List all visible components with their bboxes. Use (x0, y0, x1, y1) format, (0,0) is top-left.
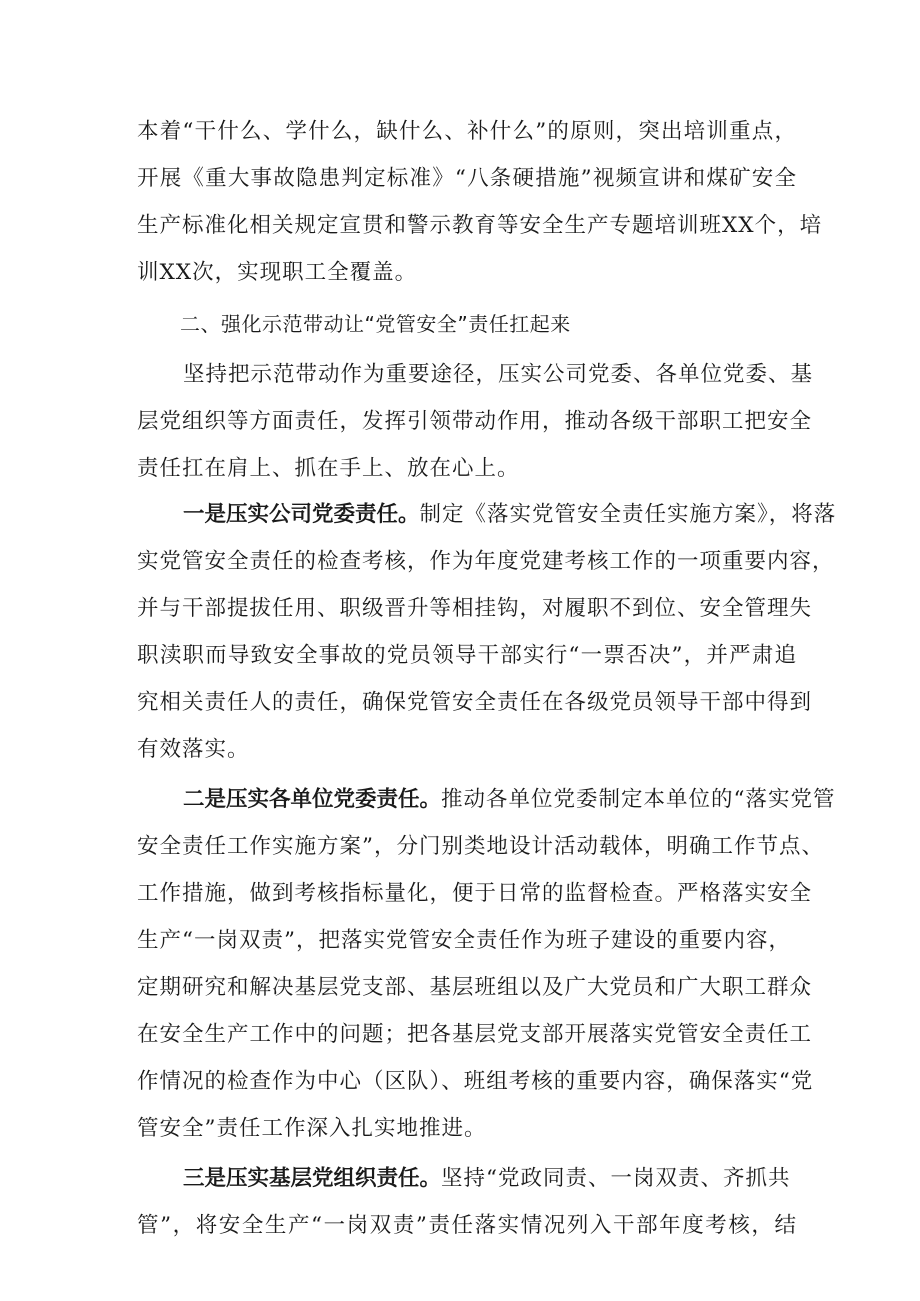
text-line: 在安全生产工作中的问题；把各基层党支部开展落实党管安全责任工 (137, 1022, 813, 1047)
text-line: 实党管安全责任的检查考核，作为年度党建考核工作的一项重要内容， (137, 549, 835, 574)
item-lead: 二是压实各单位党委责任。 (183, 787, 442, 812)
text-line: 生产标准化相关规定宣贯和警示教育等安全生产专题培训班XX个，培 (137, 213, 823, 238)
text-line: 管”，将安全生产“一岗双责”责任落实情况列入干部年度考核，结 (137, 1213, 797, 1238)
text-line: 层党组织等方面责任，发挥引领带动作用，推动各级干部职工把安全 (137, 409, 813, 434)
text-line: 训XX次，实现职工全覆盖。 (137, 260, 418, 285)
item-first-text: 制定《落实党管安全责任实施方案》，将落 (419, 502, 837, 527)
item-lead: 一是压实公司党委责任。 (183, 502, 420, 527)
text-line: 作情况的检查作为中心（区队）、班组考核的重要内容，确保落实“党 (137, 1069, 814, 1094)
item-first-text: 坚持“党政同责、一岗双责、齐抓共 (441, 1166, 791, 1191)
text-line: 工作措施，做到考核指标量化，便于日常的监督检查。严格落实安全 (137, 881, 813, 906)
text-line: 开展《重大事故隐患判定标准》“八条硬措施”视频宣讲和煤矿安全 (137, 166, 797, 191)
item-first-line (183, 500, 837, 530)
item-lead: 三是压实基层党组织责任。 (183, 1166, 442, 1191)
text-line: 本着“干什么、学什么，缺什么、补什么”的原则，突出培训重点， (137, 119, 797, 144)
text-line: 安全责任工作实施方案”，分门别类地设计活动载体，明确工作节点、 (137, 834, 824, 859)
text-line: 究相关责任人的责任，确保党管安全责任在各级党员领导干部中得到 (137, 690, 813, 715)
text-line: 管安全”责任工作深入扎实地推进。 (137, 1116, 487, 1141)
section-heading: 二、强化示范带动让“党管安全”责任扛起来 (180, 312, 571, 336)
text-line: 并与干部提拔任用、职级晋升等相挂钩，对履职不到位、安全管理失 (137, 596, 813, 621)
item-first-line (183, 785, 836, 815)
text-line: 坚持把示范带动作为重要途径，压实公司党委、各单位党委、基 (183, 362, 814, 387)
text-line: 责任扛在肩上、抓在手上、放在心上。 (137, 456, 520, 481)
text-line: 定期研究和解决基层党支部、基层班组以及广大党员和广大职工群众 (137, 975, 813, 1000)
text-line: 生产“一岗双责”，把落实党管安全责任作为班子建设的重要内容， (137, 928, 791, 953)
item-first-text: 推动各单位党委制定本单位的“落实党管 (441, 787, 836, 812)
text-line: 有效落实。 (137, 737, 250, 762)
text-line: 职渎职而导致安全事故的党员领导干部实行“一票否决”，并严肃追 (137, 643, 797, 668)
item-first-line (183, 1164, 791, 1194)
